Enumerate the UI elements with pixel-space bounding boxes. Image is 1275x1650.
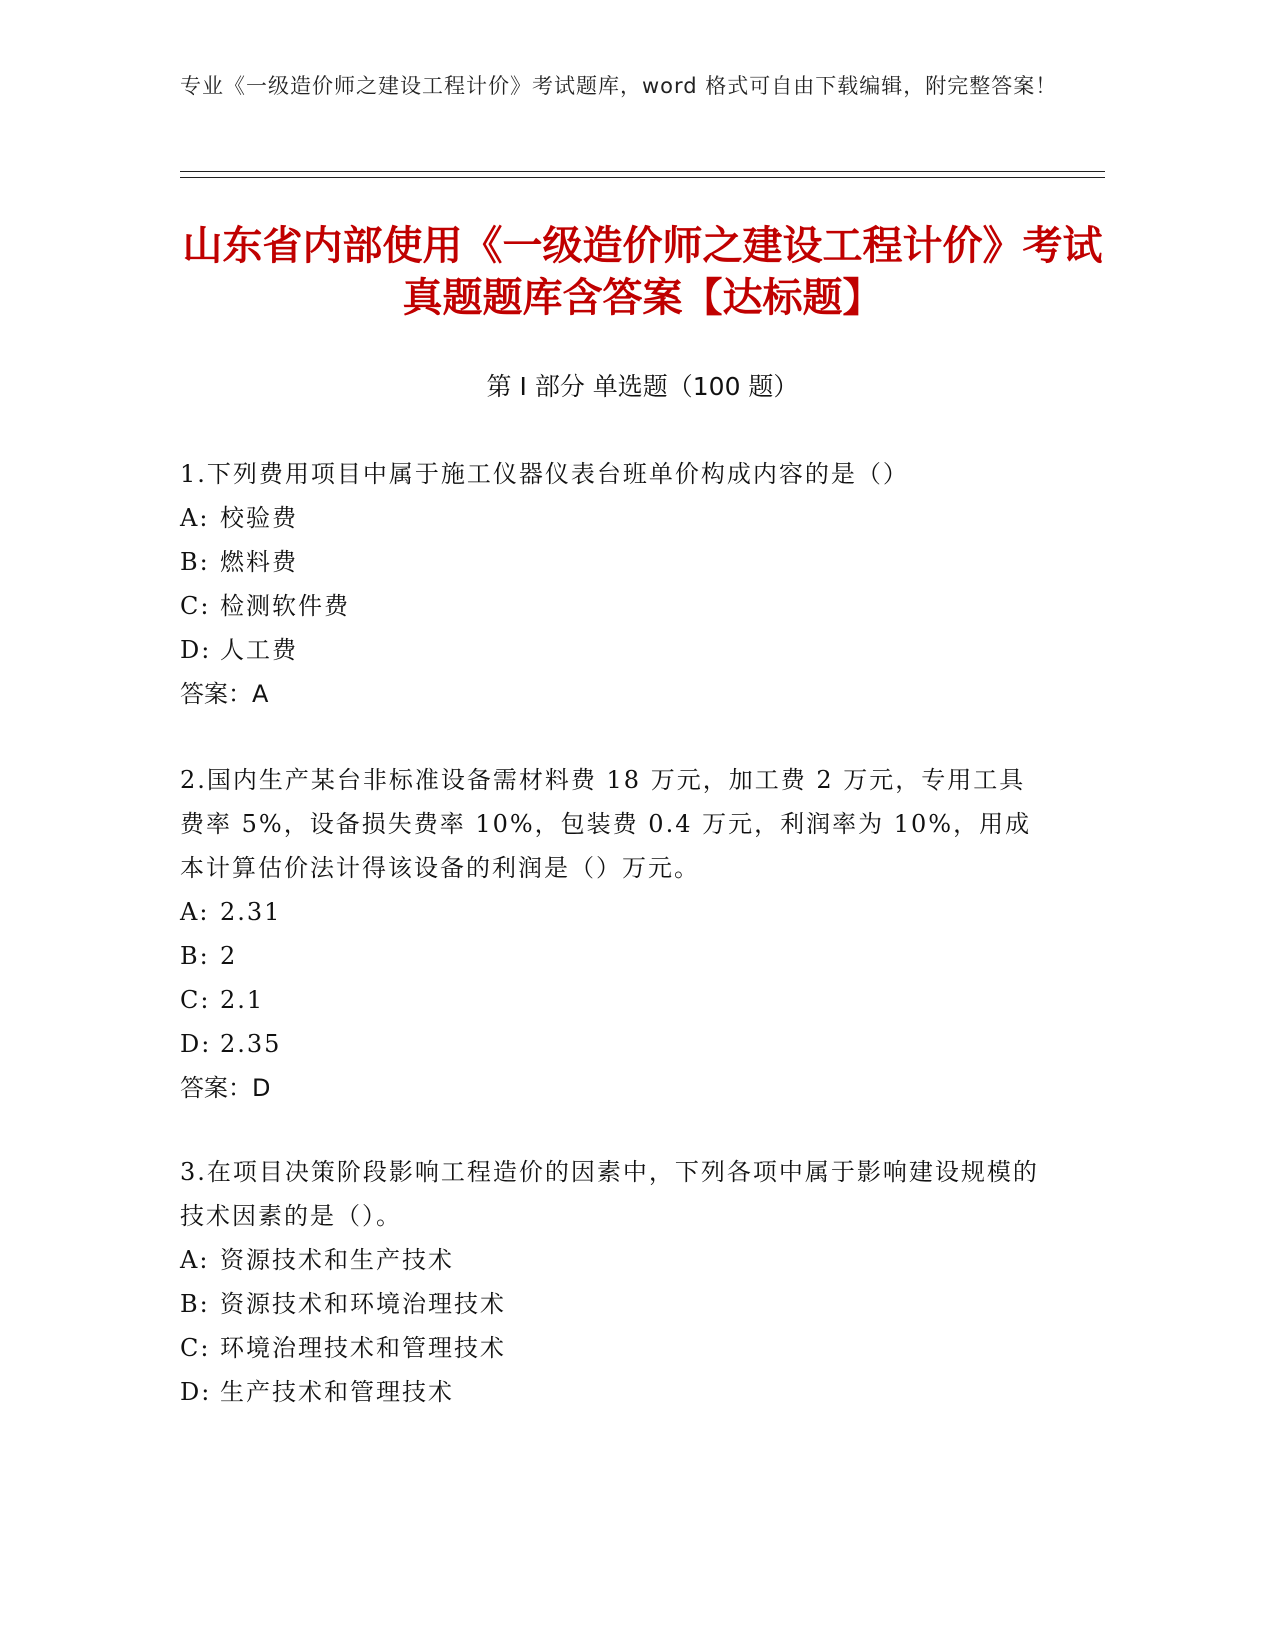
option-key: D: [180,636,212,664]
header-note: 专业《一级造价师之建设工程计价》考试题库，word 格式可自由下载编辑，附完整答案！ [180,74,1058,98]
option-text: 2 [220,942,238,970]
option-text: 2.31 [220,898,282,926]
option-a [180,890,1040,934]
option-key: D: [180,1030,212,1058]
option-text: 生产技术和管理技术 [220,1378,454,1406]
option-text: 人工费 [220,636,298,664]
option-text: 环境治理技术和管理技术 [220,1334,506,1362]
option-text: 资源技术和生产技术 [220,1246,454,1274]
question-3 [180,1150,1040,1414]
option-text: 资源技术和环境治理技术 [220,1290,506,1318]
option-b [180,540,1040,584]
option-text: 校验费 [220,504,298,532]
option-key: C: [180,986,211,1014]
option-d [180,628,1040,672]
option-key: B: [180,942,210,970]
option-c [180,1326,1040,1370]
option-c [180,584,1040,628]
option-c [180,978,1040,1022]
option-key: A: [180,898,210,926]
option-d [180,1370,1040,1414]
option-text: 燃料费 [220,548,298,576]
option-text: 2.1 [220,986,265,1014]
option-text: 2.35 [220,1030,282,1058]
question-2 [180,758,1040,1110]
option-key: B: [180,548,210,576]
option-key: A: [180,504,210,532]
question-stem: 3.在项目决策阶段影响工程造价的因素中，下列各项中属于影响建设规模的技术因素的是（）。 [180,1158,1039,1230]
question-1 [180,452,1040,716]
answer: 答案：A [180,680,269,708]
option-text: 检测软件费 [220,592,350,620]
header-rule-bottom [180,177,1105,178]
option-key: D: [180,1378,212,1406]
question-stem: 2.国内生产某台非标准设备需材料费 18 万元，加工费 2 万元，专用工具费率 5%，设备损失费率 10%，包装费 0.4 万元，利润率为 10%，用成本计算估价法计得该设备的利润是（）万元。 [180,766,1032,882]
header-rule-top [180,171,1105,172]
option-d [180,1022,1040,1066]
document-title: 山东省内部使用《一级造价师之建设工程计价》考试真题题库含答案【达标题】 [182,223,1103,321]
option-key: C: [180,1334,211,1362]
option-a [180,496,1040,540]
option-key: A: [180,1246,210,1274]
option-b [180,1282,1040,1326]
question-stem: 1.下列费用项目中属于施工仪器仪表台班单价构成内容的是（） [180,460,909,488]
option-a [180,1238,1040,1282]
answer: 答案：D [180,1074,271,1102]
option-key: C: [180,592,211,620]
option-key: B: [180,1290,210,1318]
section-title: 第 I 部分 单选题（100 题） [486,372,799,401]
option-b [180,934,1040,978]
